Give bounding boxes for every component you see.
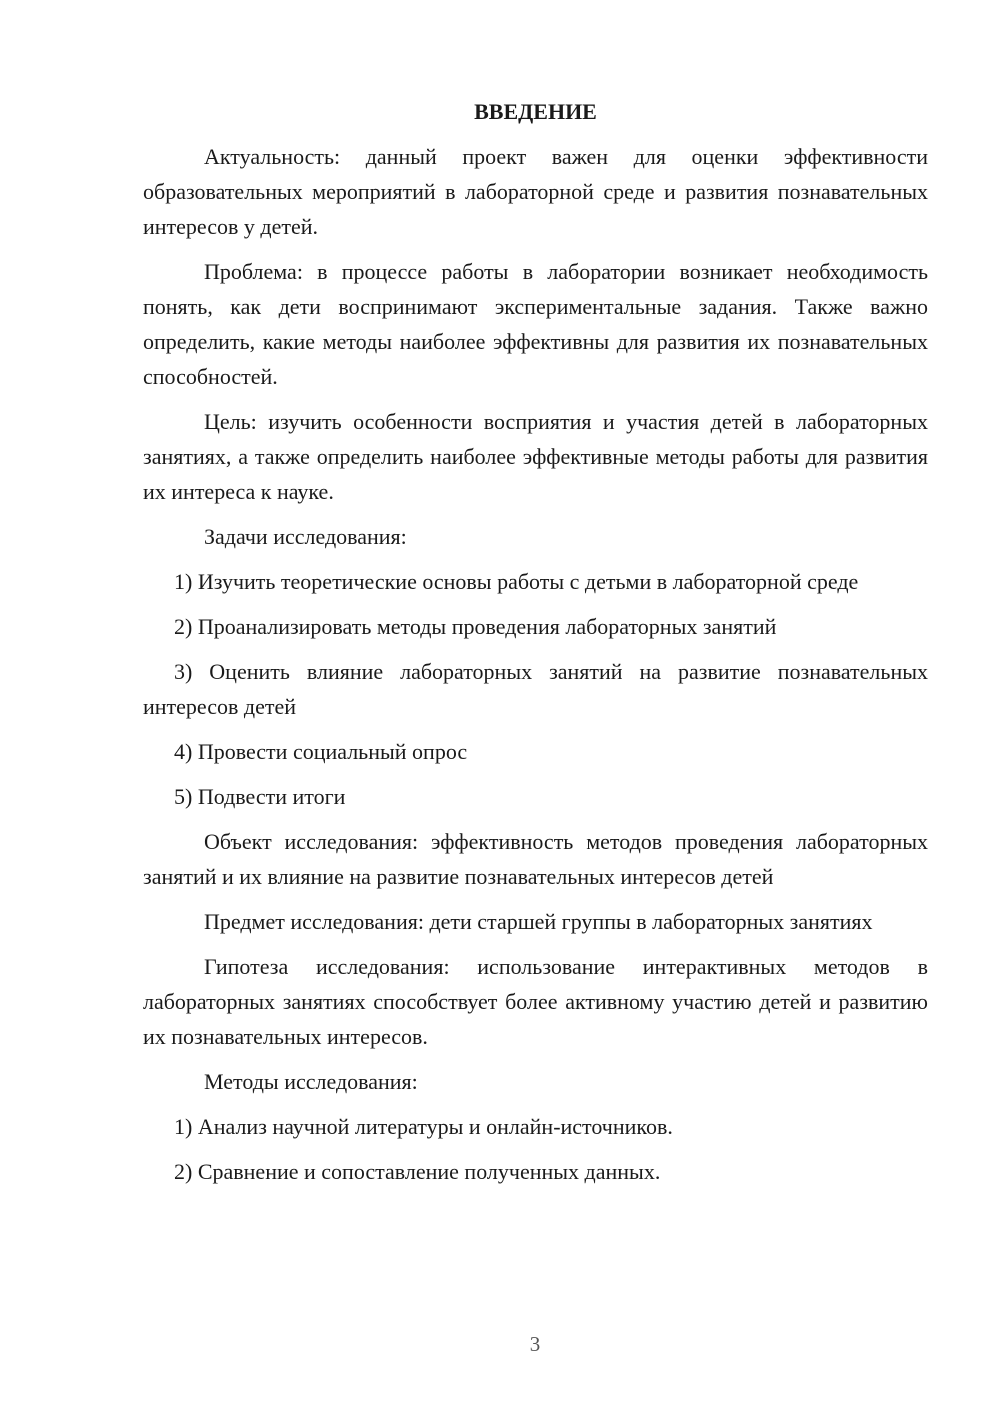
task-item: 4) Провести социальный опрос: [174, 739, 468, 764]
section-heading: ВВЕДЕНИЕ: [474, 99, 597, 124]
goal-paragraph: Цель: изучить особенности восприятия и участия детей в лабораторных занятиях, а также определить наиболее эффективные методы работы для развития их интереса к науке.: [143, 409, 928, 504]
problem-paragraph: Проблема: в процессе работы в лаборатории возникает необходимость понять, как дети воспринимают экспериментальные задания. Также важно определить, какие методы наиболее эффективны для развития их познавательных способностей.: [143, 259, 928, 389]
method-item: 2) Сравнение и сопоставление полученных данных.: [174, 1159, 661, 1184]
task-item: 1) Изучить теоретические основы работы с детьми в лабораторной среде: [174, 569, 859, 594]
tasks-title: Задачи исследования:: [204, 524, 407, 549]
task-item: 2) Проанализировать методы проведения лабораторных занятий: [174, 614, 777, 639]
methods-title: Методы исследования:: [204, 1069, 418, 1094]
object-paragraph: Объект исследования: эффективность методов проведения лабораторных занятий и их влияние на развитие познавательных интересов детей: [143, 829, 928, 889]
page-content: [143, 94, 928, 1199]
relevance-paragraph: Актуальность: данный проект важен для оценки эффективности образовательных мероприятий в лабораторной среде и развития познавательных интересов у детей.: [143, 144, 928, 239]
task-item: 3) Оценить влияние лабораторных занятий на развитие познавательных интересов детей: [143, 659, 928, 719]
subject-paragraph: Предмет исследования: дети старшей группы в лабораторных занятиях: [204, 909, 873, 934]
task-item: 5) Подвести итоги: [174, 784, 346, 809]
hypothesis-paragraph: Гипотеза исследования: использование интерактивных методов в лабораторных занятиях способствует более активному участию детей и развитию их познавательных интересов.: [143, 954, 928, 1049]
page-number: 3: [529, 1332, 541, 1356]
method-item: 1) Анализ научной литературы и онлайн-источников.: [174, 1114, 673, 1139]
